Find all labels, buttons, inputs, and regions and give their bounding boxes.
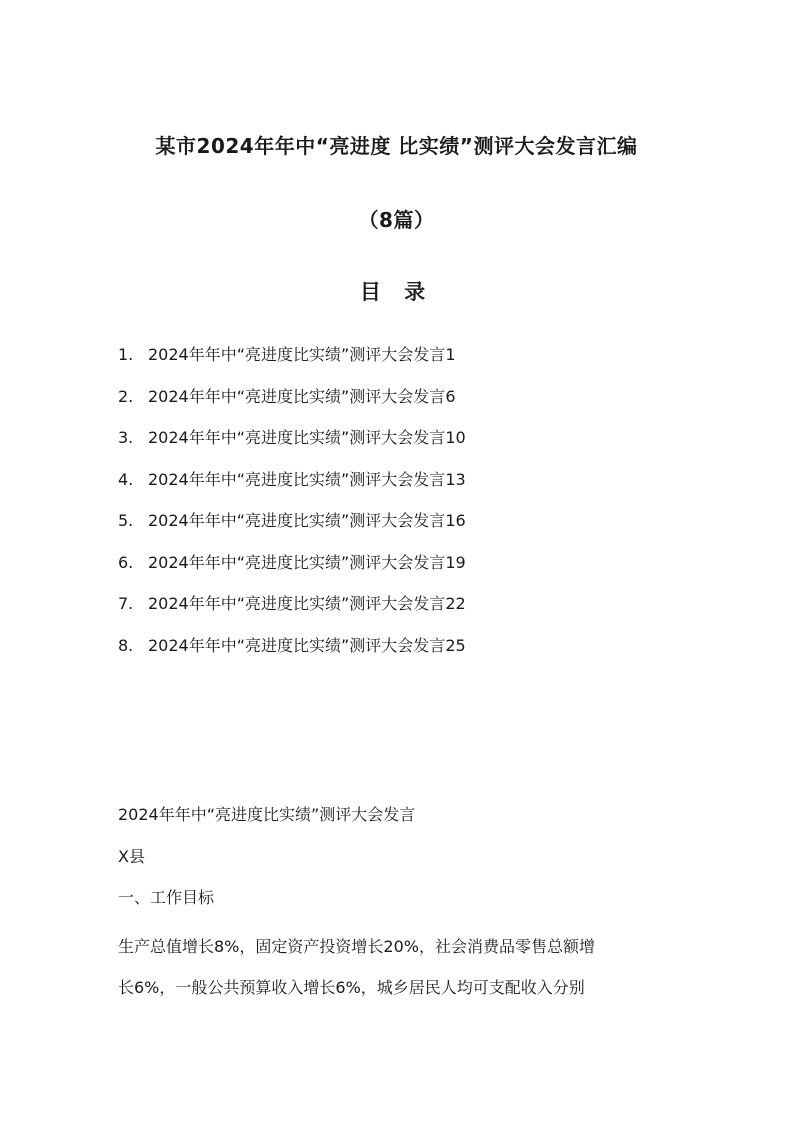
- toc-item-text: 2024年年中“亮进度比实绩”测评大会发言: [148, 635, 446, 655]
- toc-item-page: 10: [445, 428, 466, 447]
- section-heading: 一、工作目标: [118, 888, 215, 907]
- toc-item-number: 3.: [118, 428, 134, 447]
- toc-item-text: 2024年年中“亮进度比实绩”测评大会发言: [148, 428, 446, 447]
- section-title: 2024年年中“亮进度比实绩”测评大会发言: [118, 805, 416, 824]
- paragraph-line: 长6%，一般公共预算收入增长6%，城乡居民人均可支配收入分别: [118, 978, 585, 997]
- toc-item[interactable]: [118, 343, 466, 385]
- toc-item-text: 2024年年中“亮进度比实绩”测评大会发言: [148, 552, 446, 572]
- section-author: X县: [118, 847, 145, 866]
- toc-item-page: 1: [445, 345, 456, 364]
- toc-item-page: 25: [445, 635, 466, 655]
- toc-item-page: 6: [445, 386, 456, 406]
- body-paragraph: [118, 926, 678, 1008]
- toc-item[interactable]: [118, 592, 466, 634]
- toc-item-page: 13: [445, 469, 466, 489]
- toc-item-text: 2024年年中“亮进度比实绩”测评大会发言: [148, 594, 446, 613]
- toc-item[interactable]: [118, 551, 466, 593]
- document-subtitle: （8篇）: [358, 208, 435, 232]
- toc-item[interactable]: [118, 509, 466, 551]
- toc-item-page: 16: [445, 511, 466, 530]
- toc-item-number: 4.: [118, 469, 134, 489]
- paragraph-line: 生产总值增长8%，固定资产投资增长20%，社会消费品零售总额增: [118, 937, 595, 956]
- toc-item[interactable]: [118, 634, 466, 676]
- toc-item-text: 2024年年中“亮进度比实绩”测评大会发言: [148, 386, 446, 406]
- toc-item-number: 6.: [118, 552, 134, 572]
- toc-item-page: 19: [445, 552, 466, 572]
- toc-item-text: 2024年年中“亮进度比实绩”测评大会发言: [148, 511, 446, 530]
- toc-item[interactable]: [118, 468, 466, 510]
- toc-item-text: 2024年年中“亮进度比实绩”测评大会发言: [148, 345, 446, 364]
- toc-item-number: 2.: [118, 386, 134, 406]
- toc-item-page: 22: [445, 594, 466, 613]
- toc-item-number: 1.: [118, 345, 134, 364]
- toc-heading: 目 录: [359, 280, 434, 304]
- document-title: 某市2024年年中“亮进度 比实绩”测评大会发言汇编: [155, 134, 638, 158]
- toc-item-text: 2024年年中“亮进度比实绩”测评大会发言: [148, 469, 446, 489]
- toc-item[interactable]: [118, 426, 466, 468]
- toc-item[interactable]: [118, 385, 466, 427]
- toc-item-number: 8.: [118, 635, 134, 655]
- toc-item-number: 5.: [118, 511, 134, 530]
- table-of-contents: [118, 343, 466, 675]
- toc-item-number: 7.: [118, 594, 134, 613]
